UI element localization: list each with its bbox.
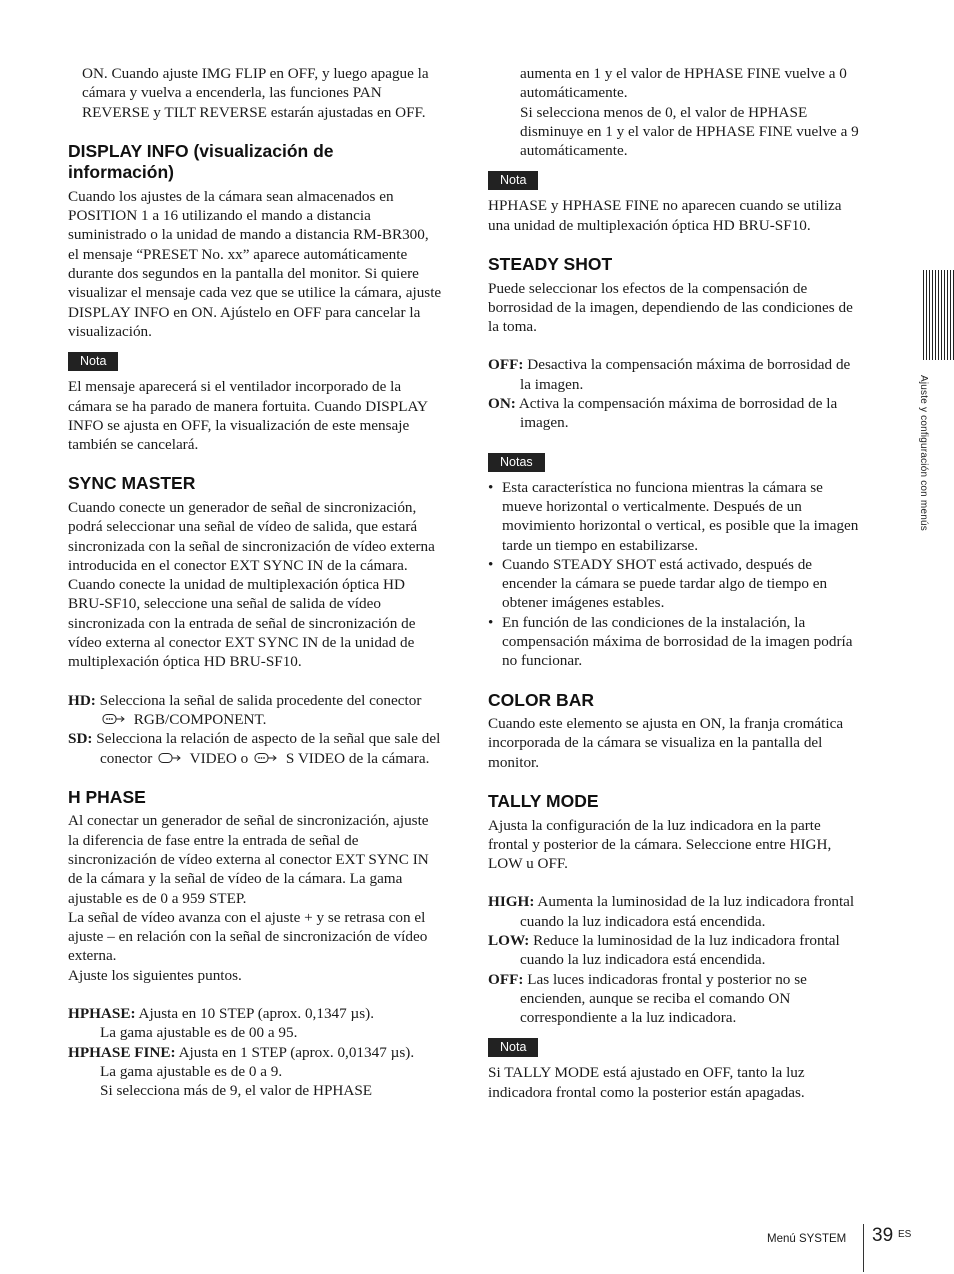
output-connector-icon: [102, 713, 126, 725]
hphase-note: HPHASE y HPHASE FINE no aparecen cuando se utiliza una unidad de multiplexación óptica HD BRU-SF10.: [488, 197, 842, 234]
hphase-text: Ajusta en 10 STEP (aprox. 0,1347 µs).: [138, 1004, 375, 1022]
hphase-fine-term: HPHASE FINE:: [68, 1043, 176, 1061]
section-tab-marker: [923, 270, 954, 360]
tally-mode-note: Si TALLY MODE está ajustado en OFF, tanto la luz indicadora frontal como la posterior están apagadas.: [488, 1064, 805, 1101]
list-item: • En función de las condiciones de la instalación, la compensación máxima de borrosidad de la imagen podría no funcionar.: [488, 613, 862, 671]
tally-off-text: Las luces indicadoras frontal y posterior no se encienden, aunque se reciba el comando ON correspondiente a la luz indicadora.: [520, 970, 807, 1027]
heading-steady-shot: STEADY SHOT: [488, 254, 613, 275]
list-item: • Esta característica no funciona mientras la cámara se mueve horizontal o verticalmente. Después de un movimiento horizontal o vertical, es posible que la imagen tarde un tiempo en estabilizarse.: [488, 478, 862, 555]
sync-sd-definition: [68, 729, 442, 768]
intro-paragraph: ON. Cuando ajuste IMG FLIP en OFF, y luego apague la cámara y vuelva a encenderla, las funciones PAN REVERSE y TILT REVERSE estarán ajustadas en OFF.: [82, 65, 429, 121]
hphase-term: HPHASE:: [68, 1004, 136, 1022]
sd-term: SD:: [68, 730, 93, 748]
page-language: ES: [898, 1229, 912, 1240]
display-info-note: El mensaje aparecerá si el ventilador incorporado de la cámara se ha parado de manera fortuita. Cuando DISPLAY INFO se ajusta en OFF, la visualización de este mensaje también se cancelará.: [68, 378, 428, 454]
sd-text-b: VIDEO o: [189, 749, 249, 767]
hphase-fine-text: Ajusta en 1 STEP (aprox. 0,01347 µs).: [178, 1043, 415, 1061]
heading-h-phase: H PHASE: [68, 786, 146, 807]
color-bar-body: Cuando este elemento se ajusta en ON, la franja cromática incorporada de la cámara se visualiza en la pantalla del monitor.: [488, 715, 844, 771]
notes-badge: Notas: [488, 453, 545, 472]
hphase-fine-definition: [68, 1043, 442, 1062]
tally-low-text: Reduce la luminosidad de la luz indicadora frontal cuando la luz indicadora está encendida.: [520, 932, 840, 969]
h-phase-body-1: Al conectar un generador de señal de sincronización, ajuste la diferencia de fase entre la entrada de señal de sincronización de vídeo externa al conector EXT SYNC IN de la cámara y la señal de vídeo de la cámara. La gama ajustable es de 0 a 959 STEP.: [68, 812, 429, 907]
steady-off-term: OFF:: [488, 356, 524, 374]
hphase-fine-more: Si selecciona más de 9, el valor de HPHASE: [100, 1082, 373, 1100]
list-item: • Cuando STEADY SHOT está activado, después de encender la cámara se puede tardar algo de tiempo en obtener imágenes estables.: [488, 555, 862, 613]
sync-hd-definition: [68, 691, 442, 730]
steady-on-definition: [488, 394, 862, 433]
hphase-fine-range: La gama ajustable es de 0 a 9.: [100, 1062, 283, 1080]
h-phase-body-2: La señal de vídeo avanza con el ajuste + y se retrasa con el ajuste – en relación con la señal de sincronización de vídeo externa.: [68, 908, 428, 965]
sd-text-c: S VIDEO de la cámara.: [285, 749, 430, 767]
s-video-output-icon: [254, 752, 278, 764]
steady-on-term: ON:: [488, 395, 516, 413]
heading-color-bar: COLOR BAR: [488, 689, 594, 710]
note-badge: Nota: [488, 1038, 538, 1057]
footer-section-label: Menú SYSTEM: [767, 1233, 847, 1245]
hd-text-a: Selecciona la señal de salida procedente del conector: [99, 691, 422, 709]
steady-off-definition: [488, 355, 862, 394]
tally-high-term: HIGH:: [488, 893, 535, 911]
note-badge: Nota: [488, 171, 538, 190]
video-output-icon: [158, 752, 182, 764]
steady-on-text: Activa la compensación máxima de borrosidad de la imagen.: [518, 395, 838, 432]
page-number: 39: [872, 1225, 894, 1246]
tally-mode-body: Ajusta la configuración de la luz indicadora en la parte frontal y posterior de la cámara. Seleccione entre HIGH, LOW u OFF.: [488, 816, 832, 873]
tally-high-text: Aumenta la luminosidad de la luz indicadora frontal cuando la luz indicadora está encendida.: [520, 893, 855, 930]
hphase-definition: [68, 1004, 442, 1023]
sync-master-body-1: Cuando conecte un generador de señal de sincronización, podrá seleccionar una señal de vídeo de salida, que estará sincronizada con la señal de sincronización de vídeo externa introducida en el conector EXT SYNC IN de la cámara.: [68, 498, 435, 574]
tally-off-term: OFF:: [488, 970, 524, 988]
tally-low-term: LOW:: [488, 932, 530, 949]
hphase-continuation-2: Si selecciona menos de 0, el valor de HPHASE disminuye en 1 y el valor de HPHASE FINE vuelve a 9 automáticamente.: [520, 103, 859, 160]
note-badge: Nota: [68, 352, 118, 371]
heading-display-info: DISPLAY INFO (visualización de información): [68, 140, 334, 183]
tally-off-definition: [488, 970, 862, 1028]
heading-tally-mode: TALLY MODE: [488, 791, 599, 812]
tally-high-definition: [488, 892, 862, 931]
hphase-range: La gama ajustable es de 00 a 95.: [100, 1024, 298, 1042]
hd-text-b: RGB/COMPONENT.: [133, 710, 267, 728]
h-phase-body-3: Ajuste los siguientes puntos.: [68, 966, 242, 984]
steady-off-text: Desactiva la compensación máxima de borrosidad de la imagen.: [520, 356, 851, 393]
hd-term: HD:: [68, 691, 96, 709]
heading-sync-master: SYNC MASTER: [68, 473, 196, 494]
side-section-label: Ajuste y configuración con menús: [918, 375, 929, 531]
sync-master-body-2: Cuando conecte la unidad de multiplexación óptica HD BRU-SF10, seleccione una señal de salida de vídeo sincronizada con la entrada de señal de sincronización de vídeo externa al conector EXT SYNC IN de la unidad de multiplexación óptica HD BRU-SF10.: [68, 576, 416, 671]
display-info-body: Cuando los ajustes de la cámara sean almacenados en POSITION 1 a 16 utilizando el mando a distancia suministrado o la unidad de mando a distancia RM-BR300, el mensaje “PRESET No. xx” aparece automáticamente durante dos segundos en la pantalla del monitor. Si quiere visualizar el mensaje cada vez que se utilice la cámara, ajuste DISPLAY INFO en ON. Ajústelo en OFF para cancelar la visualización.: [68, 187, 442, 340]
hphase-continuation-1: aumenta en 1 y el valor de HPHASE FINE vuelve a 0 automáticamente.: [520, 65, 847, 102]
right-column: [488, 64, 862, 1102]
left-column: [68, 64, 442, 1100]
sd-text-a: Selecciona la relación de aspecto de la señal que sale del conector: [96, 730, 441, 767]
steady-shot-notes-list: [488, 478, 862, 671]
steady-shot-body: Puede seleccionar los efectos de la compensación de borrosidad de la imagen, dependiendo de las condiciones de la toma.: [488, 279, 853, 336]
tally-low-definition: [488, 931, 862, 970]
footer-divider: [863, 1224, 864, 1272]
